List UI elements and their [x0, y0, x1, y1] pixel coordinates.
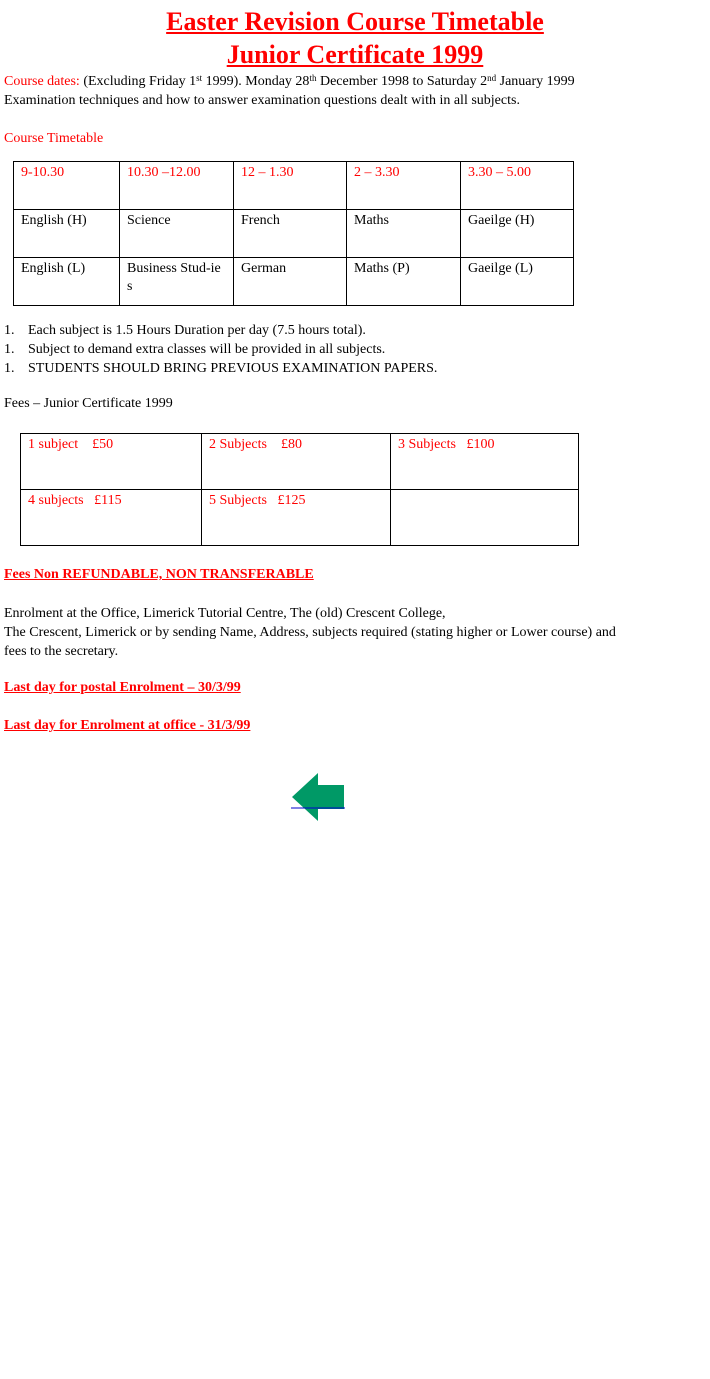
fee-cell: 3 Subjects £100 [391, 434, 579, 490]
back-arrow-icon [290, 771, 346, 823]
timetable-header-cell: 12 – 1.30 [234, 162, 347, 210]
list-number: 1. [4, 361, 15, 376]
table-cell: Science [120, 210, 234, 258]
table-row [21, 490, 579, 546]
table-cell: Gaeilge (H) [461, 210, 574, 258]
postal-deadline: Last day for postal Enrolment – 30/3/99 [4, 680, 241, 695]
timetable-heading: Course Timetable [4, 131, 104, 146]
fees-table [20, 433, 579, 546]
table-row [14, 258, 574, 306]
table-cell: German [234, 258, 347, 306]
fee-cell: 2 Subjects £80 [202, 434, 391, 490]
list-number: 1. [4, 323, 15, 338]
course-dates [4, 72, 710, 91]
fee-cell: 4 subjects £115 [21, 490, 202, 546]
office-deadline: Last day for Enrolment at office - 31/3/99 [4, 718, 251, 733]
fees-heading: Fees – Junior Certificate 1999 [4, 396, 173, 411]
course-dates-label: Course dates: [4, 74, 80, 89]
timetable-header-cell: 2 – 3.30 [347, 162, 461, 210]
title-line-2: Junior Certificate 1999 [226, 40, 484, 69]
dates-text-3: December 1998 to Saturday 2 [316, 74, 488, 89]
list-text: STUDENTS SHOULD BRING PREVIOUS EXAMINATION PAPERS. [28, 361, 438, 376]
list-text: Subject to demand extra classes will be provided in all subjects. [28, 342, 386, 357]
title-line-1: Easter Revision Course Timetable [166, 7, 544, 36]
enrolment-line-1: Enrolment at the Office, Limerick Tutorial Centre, The (old) Crescent College, [4, 606, 446, 621]
timetable [13, 161, 574, 306]
fee-cell: 1 subject £50 [21, 434, 202, 490]
intro-text: Examination techniques and how to answer examination questions dealt with in all subjects. [4, 93, 520, 108]
dates-sup-3: nd [487, 73, 497, 83]
enrolment-text [4, 604, 704, 661]
fee-cell [391, 490, 579, 546]
enrolment-line-2: The Crescent, Limerick or by sending Name, Address, subjects required (stating higher or Lower course) and [4, 625, 616, 640]
timetable-header-cell: 3.30 – 5.00 [461, 162, 574, 210]
list-number: 1. [4, 342, 15, 357]
page-title [0, 5, 710, 71]
timetable-header-cell: 10.30 –12.00 [120, 162, 234, 210]
table-cell: English (L) [14, 258, 120, 306]
table-cell: Gaeilge (L) [461, 258, 574, 306]
list-item [4, 321, 437, 340]
timetable-header-cell: 9-10.30 [14, 162, 120, 210]
enrolment-line-3: fees to the secretary. [4, 644, 119, 659]
fee-cell: 5 Subjects £125 [202, 490, 391, 546]
table-row [21, 434, 579, 490]
table-cell: Maths [347, 210, 461, 258]
dates-sup-2: th [309, 73, 317, 83]
dates-sup-1: st [196, 73, 203, 83]
dates-text-2: 1999). Monday 28 [202, 74, 310, 89]
list-item [4, 340, 437, 359]
refund-notice: Fees Non REFUNDABLE, NON TRANSFERABLE [4, 567, 314, 582]
dates-text-1: (Excluding Friday 1 [79, 74, 197, 89]
table-row [14, 210, 574, 258]
table-cell: Maths (P) [347, 258, 461, 306]
table-cell: French [234, 210, 347, 258]
timetable-header-row [14, 162, 574, 210]
table-cell: English (H) [14, 210, 120, 258]
list-text: Each subject is 1.5 Hours Duration per day (7.5 hours total). [28, 323, 366, 338]
dates-text-4: January 1999 [496, 74, 575, 89]
back-link[interactable] [290, 771, 346, 823]
table-cell: Business Stud-ies [120, 258, 234, 306]
notes-list [4, 321, 437, 378]
list-item [4, 359, 437, 378]
